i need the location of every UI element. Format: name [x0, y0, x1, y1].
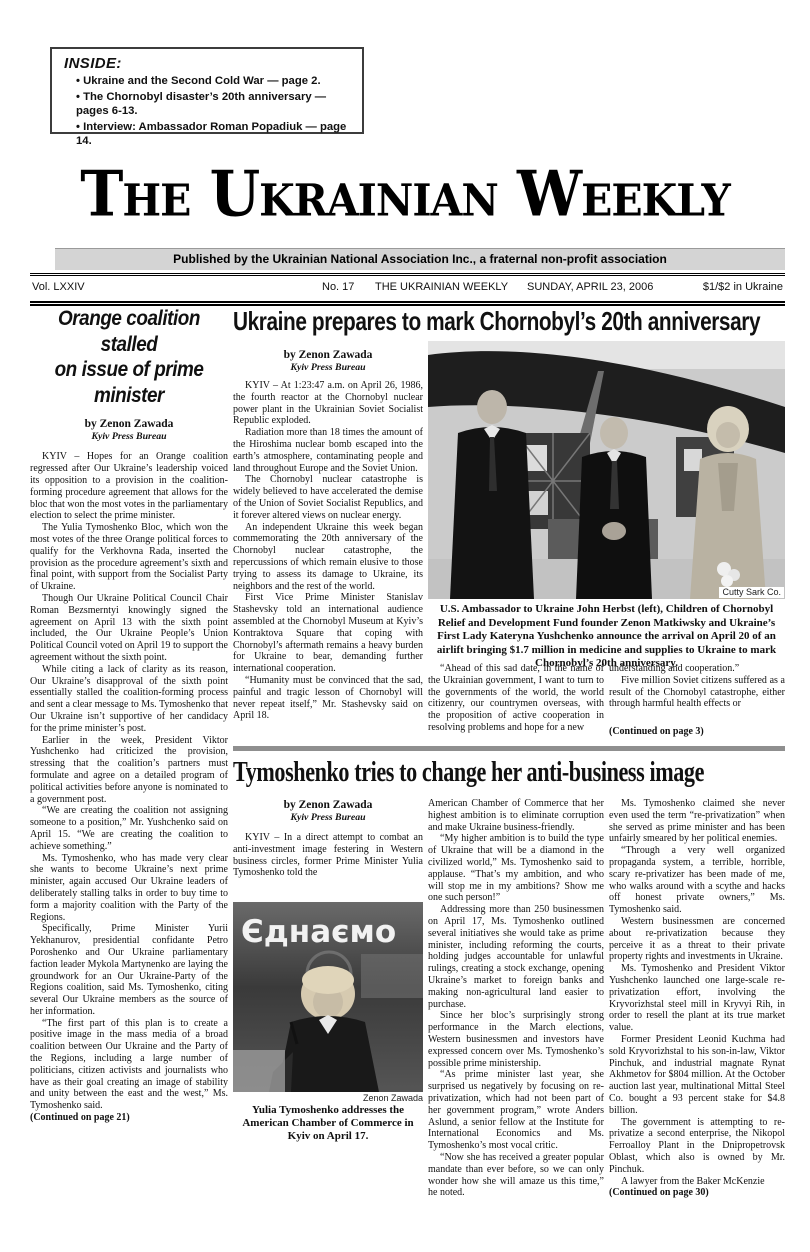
banner-text: Єднаємо	[241, 914, 397, 950]
tymoshenko-photo	[233, 902, 423, 1092]
article-paragraph: Though Our Ukraine Political Council Chair Roman Bezsmerntyi knowingly signed the agreement on April 13 with the sixth point included, the Our Ukraine People’s Union Political Council voted on April 19 to support the agreement without the sixth point.	[30, 593, 228, 663]
tymoshenko-photo-graphic	[233, 902, 423, 1092]
article-paragraph: The Chornobyl nuclear catastrophe is widely believed to have accelerated the demise of the Union of Soviet Socialist Republics, and it forever altered views on nuclear energy.	[233, 474, 423, 521]
article-paragraph: “My higher ambition is to build the type of Ukraine that will be a diamond in the civilized world,” Ms. Tymoshenko said to applause. “That’s my ambition, and who will stop me in my ambitions? Show me one such person!”	[428, 833, 604, 904]
chornobyl-byline-block	[233, 348, 423, 374]
continued-notice: (Continued on page 3)	[609, 726, 704, 738]
byline: by Zenon Zawada	[283, 799, 373, 811]
tymoshenko-byline-block	[233, 798, 423, 824]
article-orange-coalition	[30, 306, 228, 1124]
article-paragraph: KYIV – At 1:23:47 a.m. on April 26, 1986, the fourth reactor at the Chornobyl nuclear power plant in the Ukrainian Soviet Socialist Republic exploded.	[233, 380, 423, 427]
article-paragraph: American Chamber of Commerce that her highest ambition is to eliminate corruption and make Ukraine business-friendly.	[428, 798, 604, 833]
orange-headline	[40, 306, 218, 408]
orange-headline-line2: on issue of prime minister	[54, 358, 204, 407]
inside-item: • Interview: Ambassador Roman Popadiuk — page 14.	[76, 120, 354, 148]
photo-credit: Cutty Sark Co.	[719, 587, 784, 598]
tymoshenko-photo-caption: Yulia Tymoshenko addresses the American Chamber of Commerce in Kyiv on April 17.	[242, 1104, 414, 1142]
article-paragraph: Since her bloc’s surprisingly strong performance in the March elections, Western businessmen and investors have expressed concern over Ms. Tymoshenko’s possible prime ministership.	[428, 1010, 604, 1069]
article-paragraph: Ms. Tymoshenko, who has made very clear she wants to become Ukraine’s next prime minister, again accused Our Ukraine leaders of deliberately stalling talks in order to buy time to form a majority coalition with the Party of the Regions.	[30, 852, 228, 923]
article-paragraph: “Ahead of this sad date, in the name of the Ukrainian government, I want to turn to the governments of the world, the world citizenry, our countrymen overseas, with the proposition of active cooperation in resolving problems and hope for a new	[428, 663, 604, 733]
chornobyl-column-3	[609, 663, 785, 738]
publisher-bar: Published by the Ukrainian National Association Inc., a fraternal non-profit association	[55, 248, 785, 270]
article-paragraph: Earlier in the week, President Viktor Yushchenko had criticized the provision, stressing that the coalition’s partners must formulate and agree on a detailed program of political activities before anyone is nominated to a government post.	[30, 734, 228, 805]
article-paragraph: Former President Leonid Kuchma had sold Kryvorizhstal to his son-in-law, Viktor Pinchuk, and industrial magnate Rynat Akhmetov for $804 million. At the October auction last year, multinational Mittal Steel Co. bought a 93 percent stake for $4.8 billion.	[609, 1033, 785, 1116]
byline: by Zenon Zawada	[283, 349, 373, 361]
article-paragraph: Specifically, Prime Minister Yurii Yekhanurov, presidential confidante Petro Poroshenko and Our Ukraine parliamentary faction leader Mykola Martynenko are laying the groundwork for an Our Ukraine-Party of the Regions coalition, said Ms. Tymoshenko, citing several Our Ukraine members as the source of her information.	[30, 923, 228, 1017]
tymoshenko-column-1	[233, 832, 423, 879]
byline: by Zenon Zawada	[84, 418, 174, 431]
continued-notice: (Continued on page 30)	[609, 1187, 709, 1199]
orange-headline-line1: Orange coalition stalled	[58, 307, 200, 356]
bureau-line: Kyiv Press Bureau	[290, 812, 366, 823]
bureau-line: Kyiv Press Bureau	[290, 362, 366, 373]
price-label: $1/$2 in Ukraine	[702, 281, 783, 293]
inside-item: • Ukraine and the Second Cold War — page 2.	[76, 74, 354, 88]
tymoshenko-headline: Tymoshenko tries to change her anti-business image	[233, 757, 705, 788]
article-paragraph: KYIV – Hopes for an Orange coalition regressed after Our Ukraine’s leadership voiced its opposition to a provision in the coalition-forming procedure agreement that allows for the bloc that won the most votes in the parliamentary election to select the prime minister.	[30, 451, 228, 522]
bureau-line: Kyiv Press Bureau	[91, 431, 167, 443]
inside-item: • The Chornobyl disaster’s 20th anniversary — pages 6-13.	[76, 90, 354, 118]
article-paragraph: “The first part of this plan is to create a positive image in the mass media of a broad coalition between Our Ukraine and the Party of the Regions, including a large number of politicians, citizen activists and journalists who have as their goal creating an image of stability and unity between the east and the west,” Ms. Tymoshenko said.	[30, 1017, 228, 1112]
article-paragraph: understanding and cooperation.”	[609, 663, 740, 674]
article-paragraph: “Humanity must be convinced that the sad, painful and tragic lesson of Chornobyl will never repeat itself,” Mr. Stashevsky said on April 18.	[233, 674, 423, 722]
article-paragraph: A lawyer from the Baker McKenzie	[621, 1175, 765, 1187]
article-paragraph: Ms. Tymoshenko and President Viktor Yushchenko launched one large-scale re-privatization effort, involving the Kryvorizhstal steel mill in Kryvyi Rih, in order to resell the plant at its true market value.	[609, 963, 785, 1034]
article-paragraph: “Now she has received a greater popular mandate than ever before, so we can only wonder how she will amaze us this time,” he noted.	[428, 1151, 604, 1199]
article-paragraph: Addressing more than 250 businessmen on April 17, Ms. Tymoshenko outlined several initiatives she would take as prime minister, including reforming the courts, holding judges accountable for unlawful rulings, creating a stock exchange, opening Ukraine’s market to foreign banks and making non-agricultural land easier to purchase.	[428, 904, 604, 1010]
airlift-photo-caption: U.S. Ambassador to Ukraine John Herbst (left), Children of Chornobyl Relief and Development Fund founder Zenon Matkiwsky and Ukraine’s First Lady Kateryna Yushchenko announce the arrival on April 20 of an airlift bringing $1.7 million in medicine and supplies to Ukraine to mark Chornobyl’s 20th anniversary.	[436, 603, 777, 669]
masthead-title: The Ukrainian Weekly	[80, 157, 730, 231]
airlift-photo-graphic	[428, 341, 785, 599]
issue-info-row	[30, 273, 785, 306]
article-paragraph: The government is attempting to re-privatize a second enterprise, the Nikopol Ferroalloy Plant in the Dnipropetrovsk Oblast, which also is owned by Mr. Pinchuk.	[609, 1116, 785, 1175]
inside-box-title: INSIDE:	[64, 55, 122, 72]
inside-box	[50, 47, 364, 148]
issue-number: No. 17	[322, 281, 355, 293]
article-paragraph: Radiation more than 18 times the amount of the Hiroshima nuclear bomb escaped into the earth’s atmosphere, contaminating people and land throughout Europe and the Soviet Union.	[233, 427, 423, 474]
chornobyl-headline: Ukraine prepares to mark Chornobyl’s 20th anniversary	[233, 306, 761, 336]
chornobyl-column-2	[428, 663, 604, 734]
paper-name-small: THE UKRAINIAN WEEKLY	[375, 281, 509, 293]
article-paragraph: First Vice Prime Minister Stanislav Stashevsky told an international audience assembled at the Chornobyl Museum at Kyiv’s Kontraktova Square that coping with Chornobyl’s aftermath remains a heavy burden for Ukraine to bear, demanding further international cooperation.	[233, 592, 423, 675]
orange-article-body	[30, 451, 228, 1123]
article-paragraph: The Yulia Tymoshenko Bloc, which won the most votes of the three Orange political forces to qualify for the Verkhovna Rada, inserted the provision as the procedure agreement’s sixth and final point, with support from the Socialist Party of Ukraine.	[30, 522, 228, 593]
article-paragraph: KYIV – In a direct attempt to combat an anti-investment image festering in Western business circles, former Prime Minister Yulia Tymoshenko told the	[233, 832, 423, 879]
tymoshenko-column-2	[428, 798, 604, 1199]
article-paragraph: Five million Soviet citizens suffered as a result of the Chornobyl catastrophe, either through harmful health effects or	[609, 674, 785, 710]
section-divider	[233, 746, 785, 751]
article-paragraph: “As prime minister last year, she surprised us negatively by focusing on re-privatization, which had not been part of her government program,” wrote Anders Aslund, a senior fellow at the Institute for International Economics and Ms. Tymoshenko’s most vocal critic.	[428, 1069, 604, 1152]
article-paragraph: While citing a lack of clarity as its reason, Our Ukraine’s disapproval of the sixth point essentially stalled the coalition-forming process and sent a clear message to Ms. Tymoshenko that Our Ukraine isn’t supportive of her candidacy for the prime minister’s post.	[30, 663, 228, 734]
article-paragraph: Ms. Tymoshenko claimed she never even used the term “re-privatization” when she served as prime minister and has been unfairly smeared by her political enemies.	[609, 798, 785, 845]
photo-credit: Zenon Zawada	[362, 1093, 423, 1103]
continued-notice: (Continued on page 21)	[30, 1112, 130, 1124]
article-paragraph: “We are creating the coalition not assigning someone to a position,” Mr. Yushchenko said on April 15. “We are creating the coalition to achieve something.”	[30, 805, 228, 852]
issue-date: SUNDAY, APRIL 23, 2006	[527, 281, 654, 293]
tymoshenko-column-3	[609, 798, 785, 1199]
chornobyl-column-1	[233, 380, 423, 744]
airlift-photo	[428, 341, 785, 599]
volume-label: Vol. LXXIV	[32, 281, 85, 293]
article-paragraph: An independent Ukraine this week began commemorating the 20th anniversary of the Chornobyl nuclear catastrophe, the repercussions of which remain elusive to those trying to assess its damage to Ukraine, its neighbors and the rest of the world.	[233, 521, 423, 592]
article-paragraph: Western businessmen are concerned about re-privatization because they perceive it as a threat to their private property rights and investments in Ukraine.	[609, 915, 785, 963]
article-paragraph: “Through a very well organized propaganda system, a terrible, horrible, scary re-privatizer has been made of me, who walks around with a scythe and hacks off honest private owners,” Ms. Tymoshenko said.	[609, 845, 785, 916]
